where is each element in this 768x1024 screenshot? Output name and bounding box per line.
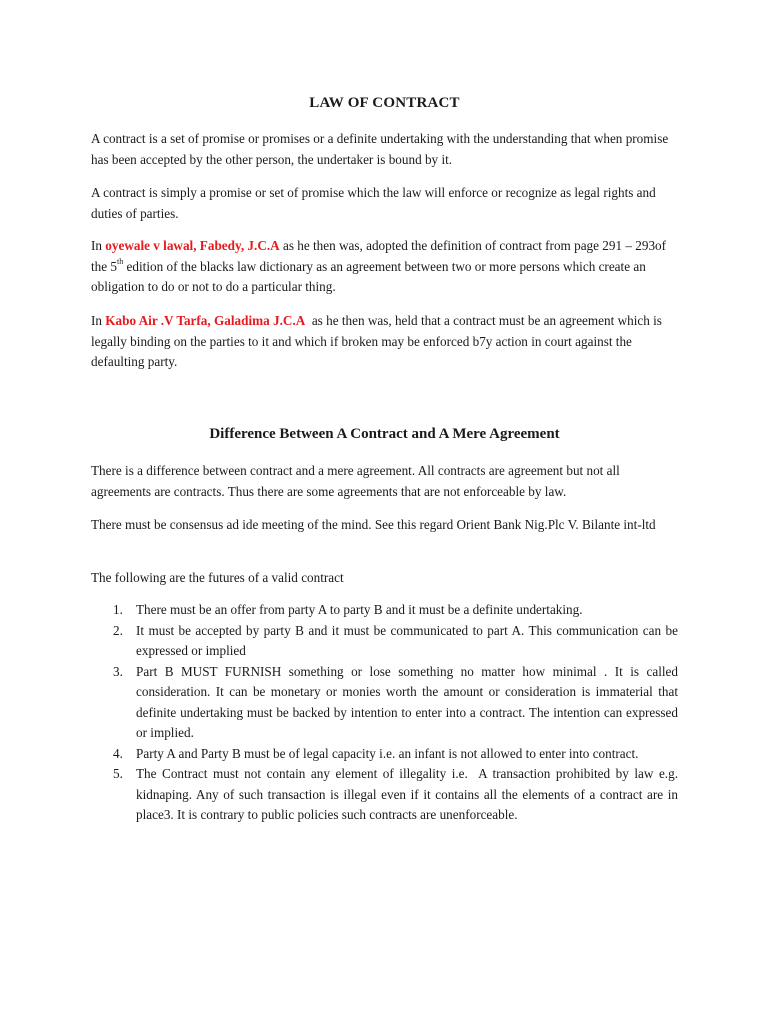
list-item-number: 3.	[113, 663, 123, 679]
intro-paragraph-1: A contract is a set of promise or promises or a definite undertaking with the understanding that when promise has been accepted by the other person, the undertaker is bound by it.	[91, 131, 669, 167]
intro-paragraph-2: A contract is simply a promise or set of promise which the law will enforce or recognize as legal rights and duties of parties.	[91, 185, 656, 221]
list-item	[91, 662, 678, 744]
case1-text-b: edition of the blacks law dictionary as an agreement between two or more persons which create an obligation to do or not to do a particular thing.	[91, 258, 646, 294]
list-item-text: It must be accepted by party B and it must be communicated to part A. This communication can be expressed or implied	[136, 622, 678, 658]
list-item-number: 1.	[113, 602, 123, 617]
list-item-text: Party A and Party B must be of legal capacity i.e. an infant is not allowed to enter into contract.	[136, 745, 639, 761]
case-paragraph-1	[91, 236, 678, 298]
list-item-text: The Contract must not contain any element of illegality i.e. A transaction prohibited by law e.g. kidnaping. Any of such transaction is illegal even if it contains all the elements of a contract are in place3. It is contrary to public policies such contracts are unenforceable.	[136, 766, 682, 822]
section-paragraph-1: There is a difference between contract and a mere agreement. All contracts are agreement but not all agreements are contracts. Thus there are some agreements that are not enforceable by law.	[91, 463, 620, 499]
list-item-text: Part B MUST FURNISH something or lose something no matter how minimal . It is called consideration. It can be monetary or monies worth the amount or consideration is immaterial that definite undertaking must be backed by intention to enter into a contract. The intention can expressed or implied.	[136, 663, 678, 740]
page-title: LAW OF CONTRACT	[309, 95, 460, 111]
list-item	[91, 764, 682, 826]
section-paragraph-2: There must be consensus ad ide meeting of the mind. See this regard Orient Bank Nig.Plc V. Bilante int-ltd	[91, 517, 656, 532]
section-paragraph-3: The following are the futures of a valid contract	[91, 570, 344, 585]
case1-prefix: In	[91, 238, 106, 253]
list-item-number: 2.	[113, 622, 123, 638]
case2-prefix: In	[91, 313, 106, 328]
case2-name: Kabo Air .V Tarfa, Galadima J.C.A	[105, 313, 306, 328]
list-item	[91, 600, 678, 621]
list-item	[91, 744, 678, 765]
case-paragraph-2	[91, 311, 678, 373]
list-item-number: 4.	[113, 745, 123, 761]
list-item-text: There must be an offer from party A to party B and it must be a definite undertaking.	[136, 602, 583, 617]
list-item	[91, 621, 678, 662]
features-list	[91, 600, 682, 826]
case1-superscript: th	[117, 257, 124, 267]
case2-text: as he then was, held that a contract must be an agreement which is legally binding on the parties to it and which if broken may be enforced b7y action in court against the defaulting party.	[91, 313, 666, 369]
case1-name: oyewale v lawal, Fabedy, J.C.A	[105, 238, 280, 253]
list-item-number: 5.	[113, 766, 123, 781]
case1-text-a: as he then was, adopted the definition of contract from page 291 – 293of the 5	[91, 238, 667, 274]
section-heading: Difference Between A Contract and A Mere Agreement	[209, 426, 560, 442]
